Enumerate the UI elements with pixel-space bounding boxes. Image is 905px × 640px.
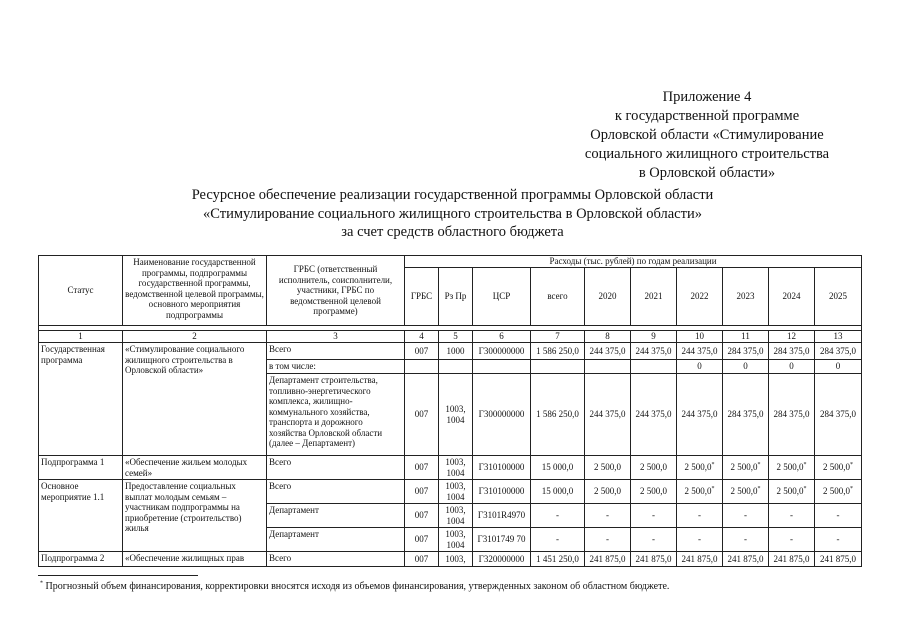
- header-status: Статус: [39, 256, 123, 326]
- title-line: за счет средств областного бюджета: [341, 224, 564, 240]
- header-2022: 2022: [677, 268, 723, 326]
- cell-2023: [723, 480, 769, 504]
- appendix-line: Приложение 4: [662, 89, 752, 105]
- cell-rzpr: 1003, 1004: [439, 504, 473, 528]
- document-title: [0, 186, 905, 242]
- row-grbs-label: Департамент: [267, 528, 405, 552]
- footnote-mark: *: [803, 486, 807, 493]
- col-number: 4: [405, 331, 439, 343]
- cell-2025: [815, 480, 862, 504]
- cell-2023: 284 375,0: [723, 343, 769, 360]
- col-number: 6: [473, 331, 531, 343]
- cell-2020: 244 375,0: [585, 374, 631, 456]
- row-name: «Обеспечение жильем молодых семей»: [123, 456, 267, 480]
- header-2020: 2020: [585, 268, 631, 326]
- col-number: 13: [815, 331, 862, 343]
- footnote-mark: *: [757, 486, 761, 493]
- cell-total: 15 000,0: [531, 456, 585, 480]
- cell-2021: -: [631, 504, 677, 528]
- footnote-mark: *: [850, 462, 854, 469]
- table-row: [39, 552, 862, 567]
- cell-2021: 2 500,0: [631, 480, 677, 504]
- cell-2022: [677, 456, 723, 480]
- cell-csr: Г3101749 70: [473, 528, 531, 552]
- cell-2021: 244 375,0: [631, 374, 677, 456]
- row-name: Предоставление социальных выплат молодым семьям – участникам подпрограммы на приобретение (строительство) жилья: [123, 480, 267, 552]
- cell-grbs: 007: [405, 528, 439, 552]
- cell-2022: 0: [677, 360, 723, 374]
- cell-2024: 284 375,0: [769, 343, 815, 360]
- table-row: [39, 343, 862, 360]
- cell-total: -: [531, 504, 585, 528]
- cell-2021: [631, 360, 677, 374]
- cell-2024: -: [769, 504, 815, 528]
- appendix-line: социального жилищного строительства: [584, 146, 830, 162]
- cell-value: 2 500,0: [730, 486, 758, 497]
- row-grbs-label: Всего: [267, 343, 405, 360]
- title-line: «Стимулирование социального жилищного строительства в Орловской области»: [203, 205, 702, 222]
- cell-2025: [815, 456, 862, 480]
- cell-2021: 241 875,0: [631, 552, 677, 567]
- cell-2023: 241 875,0: [723, 552, 769, 567]
- cell-csr: Г300000000: [473, 374, 531, 456]
- cell-2020: 241 875,0: [585, 552, 631, 567]
- row-grbs-label: Департамент: [267, 504, 405, 528]
- cell-2023: -: [723, 528, 769, 552]
- cell-csr: Г310100000: [473, 480, 531, 504]
- footnote-divider: [38, 575, 198, 576]
- col-number: 12: [769, 331, 815, 343]
- row-name: «Стимулирование социального жилищного строительства в Орловской области»: [123, 343, 267, 456]
- col-number: 1: [39, 331, 123, 343]
- col-number: 5: [439, 331, 473, 343]
- cell-grbs: 007: [405, 504, 439, 528]
- resource-table: [38, 255, 862, 567]
- cell-value: 2 500,0: [776, 462, 804, 473]
- cell-2022: -: [677, 504, 723, 528]
- row-grbs-label: Всего: [267, 552, 405, 567]
- header-2025: 2025: [815, 268, 862, 326]
- table-row: [39, 456, 862, 480]
- cell-grbs: 007: [405, 552, 439, 567]
- header-name: Наименование государственной программы, подпрограммы государственной программы, ведомственной целевой программы, основного мероприятия подпрограммы: [123, 256, 267, 326]
- appendix-header: [557, 88, 857, 183]
- header-grbs-full: ГРБС (ответственный исполнитель, соисполнители, участники, ГРБС по ведомственной целевой программе): [267, 256, 405, 326]
- cell-2025: 284 375,0: [815, 343, 862, 360]
- cell-2022: 244 375,0: [677, 343, 723, 360]
- cell-grbs: [405, 360, 439, 374]
- row-grbs-label: Департамент строительства, топливно-энергетического комплекса, жилищно-коммунального хозяйства, транспорта и дорожного хозяйства Орловской области (далее – Департамент): [267, 374, 405, 456]
- header-2021: 2021: [631, 268, 677, 326]
- footnote: [40, 581, 669, 592]
- col-number: 8: [585, 331, 631, 343]
- appendix-line: Орловской области «Стимулирование: [590, 127, 824, 143]
- cell-2022: [677, 480, 723, 504]
- cell-2023: 0: [723, 360, 769, 374]
- row-grbs-label: в том числе:: [267, 360, 405, 374]
- cell-csr: Г320000000: [473, 552, 531, 567]
- footnote-mark: *: [711, 486, 715, 493]
- cell-2022: 244 375,0: [677, 374, 723, 456]
- cell-2020: 244 375,0: [585, 343, 631, 360]
- cell-value: 2 500,0: [776, 486, 804, 497]
- cell-2020: [585, 360, 631, 374]
- cell-2024: 284 375,0: [769, 374, 815, 456]
- cell-value: 2 500,0: [823, 462, 851, 473]
- cell-2020: -: [585, 528, 631, 552]
- cell-total: 1 586 250,0: [531, 343, 585, 360]
- cell-rzpr: [439, 360, 473, 374]
- row-status: Государственная программа: [39, 343, 123, 456]
- cell-grbs: 007: [405, 456, 439, 480]
- col-number: 10: [677, 331, 723, 343]
- row-status: Основное мероприятие 1.1: [39, 480, 123, 552]
- cell-total: -: [531, 528, 585, 552]
- cell-csr: Г300000000: [473, 343, 531, 360]
- cell-grbs: 007: [405, 374, 439, 456]
- cell-2022: 241 875,0: [677, 552, 723, 567]
- cell-rzpr: 1003,: [439, 552, 473, 567]
- cell-value: 2 500,0: [684, 462, 712, 473]
- row-grbs-label: Всего: [267, 480, 405, 504]
- cell-2021: 244 375,0: [631, 343, 677, 360]
- cell-csr: Г3101R4970: [473, 504, 531, 528]
- col-number: 2: [123, 331, 267, 343]
- cell-2020: -: [585, 504, 631, 528]
- cell-2020: 2 500,0: [585, 480, 631, 504]
- cell-2021: -: [631, 528, 677, 552]
- cell-rzpr: 1003, 1004: [439, 480, 473, 504]
- cell-2024: [769, 456, 815, 480]
- header-2024: 2024: [769, 268, 815, 326]
- cell-2024: [769, 480, 815, 504]
- footnote-text: Прогнозный объем финансирования, корректировки вносятся исходя из объемов финансирования, утвержденных законом об областном бюджете.: [45, 581, 670, 592]
- cell-2023: [723, 456, 769, 480]
- cell-2025: -: [815, 528, 862, 552]
- col-number: 3: [267, 331, 405, 343]
- cell-value: 2 500,0: [823, 486, 851, 497]
- cell-total: 15 000,0: [531, 480, 585, 504]
- appendix-line: в Орловской области»: [638, 165, 776, 181]
- cell-2025: 284 375,0: [815, 374, 862, 456]
- column-number-row: [39, 331, 862, 343]
- row-status: Подпрограмма 2: [39, 552, 123, 567]
- cell-csr: Г310100000: [473, 456, 531, 480]
- row-grbs-label: Всего: [267, 456, 405, 480]
- footnote-mark: *: [757, 462, 761, 469]
- cell-rzpr: 1003, 1004: [439, 456, 473, 480]
- col-number: 7: [531, 331, 585, 343]
- col-number: 9: [631, 331, 677, 343]
- cell-2023: 284 375,0: [723, 374, 769, 456]
- header-rzpr: Рз Пр: [439, 268, 473, 326]
- col-number: 11: [723, 331, 769, 343]
- cell-2021: 2 500,0: [631, 456, 677, 480]
- cell-total: [531, 360, 585, 374]
- cell-2022: -: [677, 528, 723, 552]
- cell-2024: 0: [769, 360, 815, 374]
- title-line: Ресурсное обеспечение реализации государственной программы Орловской области: [191, 187, 714, 203]
- header-expenses: Расходы (тыс. рублей) по годам реализации: [405, 256, 862, 268]
- cell-2024: -: [769, 528, 815, 552]
- cell-rzpr: 1003, 1004: [439, 528, 473, 552]
- header-row: [39, 256, 862, 268]
- header-csr: ЦСР: [473, 268, 531, 326]
- footnote-mark: *: [803, 462, 807, 469]
- cell-2023: -: [723, 504, 769, 528]
- cell-total: 1 451 250,0: [531, 552, 585, 567]
- cell-value: 2 500,0: [730, 462, 758, 473]
- appendix-line: к государственной программе: [614, 108, 800, 124]
- cell-2025: 0: [815, 360, 862, 374]
- footnote-mark: *: [40, 580, 43, 587]
- row-name: «Обеспечение жилищных прав: [123, 552, 267, 567]
- footnote-mark: *: [850, 486, 854, 493]
- header-2023: 2023: [723, 268, 769, 326]
- cell-2020: 2 500,0: [585, 456, 631, 480]
- cell-2024: 241 875,0: [769, 552, 815, 567]
- table-row: [39, 480, 862, 504]
- row-status: Подпрограмма 1: [39, 456, 123, 480]
- cell-total: 1 586 250,0: [531, 374, 585, 456]
- cell-value: 2 500,0: [684, 486, 712, 497]
- cell-2025: 241 875,0: [815, 552, 862, 567]
- cell-csr: [473, 360, 531, 374]
- cell-2025: -: [815, 504, 862, 528]
- header-grbs: ГРБС: [405, 268, 439, 326]
- cell-rzpr: 1003, 1004: [439, 374, 473, 456]
- header-total: всего: [531, 268, 585, 326]
- footnote-mark: *: [711, 462, 715, 469]
- cell-grbs: 007: [405, 343, 439, 360]
- cell-grbs: 007: [405, 480, 439, 504]
- cell-rzpr: 1000: [439, 343, 473, 360]
